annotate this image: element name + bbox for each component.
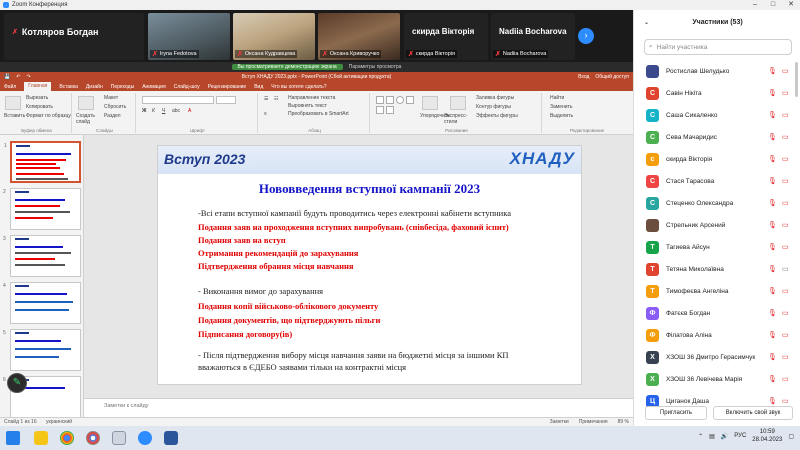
find-button[interactable]: Найти [550, 95, 565, 101]
reset-button[interactable]: Сбросить [104, 104, 127, 110]
group-label: Буфер обмена [21, 128, 52, 133]
mic-off-icon: 🎙 [768, 332, 777, 339]
participant-row[interactable] [634, 148, 794, 170]
group-label: Слайды [96, 128, 113, 133]
participant-name: Оксана Криворучко [329, 51, 380, 57]
camera-off-icon: ▭ [782, 112, 789, 119]
slide-text-line: Подання копії військово-облікового документу [198, 301, 379, 311]
participant-name: Фатєєв Богдан [666, 309, 711, 317]
camera-off-icon: ▭ [782, 354, 789, 361]
participant-name: Філатова Аліна [666, 331, 712, 339]
mic-off-icon: 🎙 [768, 310, 777, 317]
mic-off-icon: 🎙 [768, 376, 777, 383]
participant-name: Саша Сикаленко [666, 111, 718, 119]
notifications-icon[interactable]: ▢ [788, 433, 794, 440]
menu-transitions[interactable]: Переходы [110, 83, 135, 90]
language-indicator[interactable]: украинский [46, 419, 73, 425]
layout-button[interactable]: Макет [104, 95, 119, 101]
paragraph-group [260, 93, 370, 133]
camera-off-icon: ▭ [782, 178, 789, 185]
camera-icon: ▭ [782, 266, 789, 273]
participant-name: Стрельник Арсений [666, 221, 726, 229]
cut-button[interactable]: Вырезать [26, 95, 49, 101]
shape-outline-button[interactable]: Контур фигуры [476, 104, 511, 110]
mic-off-icon: ✗ [495, 51, 501, 58]
video-tile[interactable] [233, 13, 315, 60]
align-text-button[interactable]: Выровнять текст [288, 103, 327, 109]
slide-text-line: вважаються в ЄДЕБО заявами тільки на контрактні місця [198, 362, 407, 372]
font-size-select[interactable] [216, 96, 236, 104]
group-label: Абзац [308, 128, 321, 133]
drawing-group [372, 93, 542, 133]
mic-off-icon: ✗ [322, 51, 328, 58]
mic-off-icon: 🎙 [768, 398, 777, 405]
word-icon[interactable] [164, 431, 178, 445]
slide-text-line: Підписання договору(ів) [198, 329, 293, 339]
ppt-ribbon [0, 91, 633, 135]
view-options[interactable]: Параметры просмотра [348, 64, 402, 70]
camera-off-icon: ▭ [782, 134, 789, 141]
participant-row[interactable] [634, 192, 794, 214]
menu-design[interactable]: Дизайн [85, 83, 103, 90]
slide-thumbnail[interactable]: 2 [10, 188, 81, 230]
slide-thumbnail[interactable]: 6 [10, 376, 81, 417]
participants-panel [633, 10, 800, 426]
close-icon[interactable]: ✕ [788, 1, 794, 8]
camera-off-icon: ▭ [782, 222, 789, 229]
slide-thumbnail[interactable]: 5 [10, 329, 81, 371]
section-button[interactable]: Раздел [104, 113, 121, 119]
paste-icon[interactable] [5, 96, 21, 110]
mic-off-icon: 🎙 [768, 68, 777, 75]
participant-name: Тимофеєва Ангеліна [666, 287, 729, 295]
slide-text-line: Подання заяв на вступ [198, 235, 286, 245]
participant-name: Стася Тарасова [666, 177, 715, 185]
avatar [646, 65, 659, 78]
participants-title: Участники (53) [692, 18, 743, 26]
participant-row[interactable] [634, 104, 794, 126]
participant-name: ХЗОШ 36 Дмитро Герасимчук [666, 353, 756, 361]
mic-off-icon: 🎙 [768, 266, 777, 273]
slide-canvas [84, 135, 633, 398]
mic-off-icon: 🎙 [768, 156, 777, 163]
video-tile[interactable] [318, 13, 400, 60]
tray-expand-icon[interactable]: ⌃ [698, 433, 704, 440]
annotate-pen-icon[interactable]: ✎ [7, 373, 27, 393]
participant-name: ХЗОШ 36 Левічева Марія [666, 375, 743, 383]
avatar: Х [646, 373, 659, 386]
video-tile[interactable] [148, 13, 230, 60]
slide-text-line: Отримання рекомендацій до зарахування [198, 248, 359, 258]
participant-name: Ростислав Шелудько [666, 67, 730, 75]
mic-off-icon: 🎙 [768, 354, 777, 361]
network-icon[interactable]: ▤ [709, 433, 715, 440]
chevron-right-icon[interactable]: › [578, 28, 594, 44]
slide-text-line: - Після підтвердження вибору місця навчання заяви на бюджетні місця за іншими КП [198, 350, 509, 360]
participant-name: Савін Нікіта [666, 89, 702, 97]
replace-button[interactable]: Заменить [550, 104, 573, 110]
group-label: Шрифт [190, 128, 205, 133]
mic-off-icon: 🎙 [768, 200, 777, 207]
system-tray [698, 428, 794, 444]
window-controls [746, 0, 800, 10]
video-strip [0, 10, 633, 62]
unmute-button[interactable]: Включить свой звук [713, 406, 793, 420]
avatar: Т [646, 285, 659, 298]
shape-triangle-icon[interactable] [376, 106, 384, 114]
menu-slideshow[interactable]: Слайд-шоу [173, 83, 200, 90]
menu-insert[interactable]: Вставка [59, 83, 78, 90]
file-explorer-icon[interactable] [34, 431, 48, 445]
participant-name: Тетяна Миколаївна [666, 265, 724, 273]
camera-off-icon: ▭ [782, 398, 789, 405]
save-icon[interactable]: 💾 [4, 74, 11, 80]
avatar: с [646, 153, 659, 166]
avatar: Ц [646, 395, 659, 408]
shape-rect-icon[interactable] [386, 96, 394, 104]
ppt-title: Вступ ХНАДУ 2023.pptx - PowerPoint (Сбой активации продукта) [241, 74, 392, 80]
chrome-profile-icon[interactable] [86, 431, 100, 445]
avatar: С [646, 109, 659, 122]
tell-me-search[interactable]: Что вы хотите сделать? [271, 83, 327, 90]
avatar [646, 219, 659, 232]
participant-row[interactable] [634, 324, 794, 346]
editing-group [544, 93, 630, 133]
slide-text-line: -Всі етапи вступної кампанії будуть проводитись через електронні кабінети вступника [198, 208, 511, 218]
font-color-icon[interactable]: A [188, 108, 192, 114]
windows-start-icon[interactable] [6, 431, 20, 445]
paste-button[interactable]: Вставить [4, 113, 26, 119]
camera-off-icon: ▭ [782, 376, 789, 383]
app-icon[interactable] [112, 431, 126, 445]
camera-off-icon: ▭ [782, 244, 789, 251]
zoom-logo-icon [3, 2, 9, 8]
group-label: Редактирование [569, 128, 605, 133]
mic-off-icon: 🎙 [768, 134, 777, 141]
slide-title: Нововведення вступної кампанії 2023 [258, 181, 481, 196]
participant-row[interactable] [634, 236, 794, 258]
participant-name: Оксана Кудравцева [244, 51, 296, 57]
maximize-icon[interactable]: □ [770, 1, 776, 8]
participant-name: Тагиева Айсун [666, 243, 710, 251]
font-family-select[interactable] [142, 96, 214, 104]
avatar: С [646, 131, 659, 144]
format-painter-button[interactable]: Формат по образцу [26, 113, 71, 119]
menu-file[interactable]: Файл [4, 83, 17, 90]
participant-row[interactable] [634, 170, 794, 192]
volume-icon[interactable]: 🔊 [720, 433, 729, 440]
mic-off-icon: 🎙 [768, 222, 777, 229]
participants-footer [634, 406, 800, 426]
slide-text-line: Підтвердження обрання місця навчання [198, 261, 354, 271]
mic-off-icon: 🎙 [768, 288, 777, 295]
avatar: Т [646, 263, 659, 276]
participant-row[interactable] [634, 368, 794, 390]
current-slide[interactable] [157, 145, 582, 385]
participant-list-scrollbar[interactable] [795, 62, 798, 97]
avatar: С [646, 87, 659, 100]
ppt-statusbar [0, 417, 633, 426]
notes-pane[interactable]: Заметки к слайду [84, 398, 633, 417]
slides-group [74, 93, 136, 133]
ppt-titlebar [0, 72, 633, 82]
quick-styles-button[interactable]: Экспресс-стили [444, 113, 468, 125]
mic-off-icon: 🎙 [768, 244, 777, 251]
sign-in-link[interactable]: Вход [578, 74, 590, 80]
zoom-titlebar [0, 0, 800, 10]
slide-thumbnail[interactable]: 4 [10, 282, 81, 324]
undo-icon[interactable]: ↶ [16, 74, 21, 80]
menu-review[interactable]: Рецензирование [207, 83, 247, 90]
camera-off-icon: ▭ [782, 332, 789, 339]
slide-thumbnail[interactable]: 1 [10, 141, 81, 183]
font-group [138, 93, 258, 133]
camera-off-icon: ▭ [782, 288, 789, 295]
avatar: Т [646, 241, 659, 254]
zoom-level[interactable]: 89 % [617, 419, 629, 425]
minimize-icon[interactable]: – [753, 1, 757, 8]
menu-view[interactable]: Вид [254, 83, 264, 90]
participant-row[interactable] [634, 346, 794, 368]
zoom-taskbar-icon[interactable] [138, 431, 152, 445]
chevron-down-icon[interactable]: ⌄ [644, 19, 650, 26]
camera-off-icon: ▭ [782, 310, 789, 317]
new-slide-icon[interactable] [78, 96, 94, 110]
shape-line-icon[interactable] [376, 96, 384, 104]
text-direction-button[interactable]: Направление текста [288, 95, 336, 101]
mic-off-icon: 🎙 [768, 112, 777, 119]
notes-toggle[interactable]: Заметки [549, 419, 569, 425]
avatar: С [646, 175, 659, 188]
share-status-bar [0, 62, 633, 72]
video-tile[interactable] [404, 13, 488, 60]
italic-icon[interactable]: К [152, 108, 155, 114]
bold-icon[interactable]: Ж [142, 108, 147, 114]
participant-name: Циганок Даша [666, 397, 709, 405]
university-logo: ХНАДУ [509, 149, 575, 168]
slide-counter: Слайд 1 из 16 [4, 419, 37, 425]
avatar: Ф [646, 329, 659, 342]
participant-row[interactable] [634, 60, 794, 82]
share-status: Вы просматриваете демонстрацию экрана [232, 64, 343, 70]
mic-off-icon: ✗ [12, 29, 18, 36]
strikethrough-icon[interactable]: abc [172, 108, 181, 114]
clipboard-group [2, 93, 72, 133]
participant-name: скирда Вікторія [415, 51, 455, 57]
slide-text-line: Подання документів, що підтверджують пільги [198, 315, 381, 325]
participant-row[interactable] [634, 280, 794, 302]
camera-off-icon: ▭ [782, 68, 789, 75]
mic-off-icon: 🎙 [768, 90, 777, 97]
participant-row[interactable] [634, 214, 794, 236]
avatar: С [646, 197, 659, 210]
participant-name: Стеценко Олександра [666, 199, 734, 207]
slide-text-line: - Виконання вимог до зарахування [198, 286, 324, 296]
select-button[interactable]: Выделить [550, 113, 574, 119]
participant-name: скирда Вікторія [666, 155, 713, 163]
participant-row[interactable] [634, 126, 794, 148]
participant-name: Nadiia Bocharova [502, 51, 547, 57]
window-title: Zoom Конференция [12, 2, 68, 8]
participant-name: Сева Мачаридис [666, 133, 717, 141]
ppt-menu [0, 82, 633, 91]
quick-styles-icon[interactable] [450, 96, 466, 110]
windows-taskbar [0, 426, 800, 450]
participant-name: Котляров Богдан [21, 27, 99, 37]
invite-button[interactable]: Пригласить [645, 406, 707, 420]
menu-home[interactable]: Главная [24, 82, 51, 91]
participant-row[interactable] [634, 302, 794, 324]
redo-icon[interactable]: ↷ [26, 74, 31, 80]
shape-arrow-icon[interactable] [406, 96, 414, 104]
participant-name: Nadiia Bocharova [499, 27, 567, 36]
participant-row[interactable] [634, 258, 794, 280]
align-left-icon[interactable]: ≡ [264, 111, 267, 117]
avatar: Х [646, 351, 659, 364]
participant-name: скирда Вікторія [412, 27, 475, 36]
mic-off-icon: ✗ [408, 51, 414, 58]
chrome-icon[interactable] [60, 431, 74, 445]
slide-header [158, 146, 581, 174]
convert-smartart-button[interactable]: Преобразовать в SmartArt [288, 111, 349, 117]
shape-fill-button[interactable]: Заливка фигуры [476, 95, 515, 101]
camera-off-icon: ▭ [782, 200, 789, 207]
shape-star-icon[interactable] [386, 106, 394, 114]
powerpoint-window [0, 72, 633, 426]
participant-search[interactable]: ⌕ Найти участника [644, 39, 792, 55]
camera-off-icon: ▭ [782, 156, 789, 163]
share-button[interactable]: Общий доступ [595, 74, 629, 80]
clock[interactable]: 10:59 28.04.2023 [752, 429, 783, 443]
bullets-icon[interactable]: ☰ [264, 96, 269, 102]
numbering-icon[interactable]: ☷ [274, 96, 279, 102]
shape-effects-button[interactable]: Эффекты фигуры [476, 113, 518, 119]
video-tile[interactable] [491, 13, 575, 60]
video-tile[interactable] [4, 13, 144, 60]
menu-animations[interactable]: Анимация [142, 83, 166, 90]
underline-icon[interactable]: Ч [162, 108, 166, 114]
avatar: Ф [646, 307, 659, 320]
slide-badge: Вступ 2023 [164, 151, 246, 167]
participant-name: Iryna Fedotova [159, 51, 197, 57]
slide-thumbnail[interactable]: 3 [10, 235, 81, 277]
new-slide-button[interactable]: Создать слайд [76, 113, 96, 125]
keyboard-language[interactable]: РУС [734, 433, 747, 439]
mic-off-icon: ✗ [152, 51, 158, 58]
copy-button[interactable]: Копировать [26, 104, 53, 110]
arrange-icon[interactable] [422, 96, 438, 110]
group-label: Рисование [445, 128, 468, 133]
mic-off-icon: 🎙 [768, 178, 777, 185]
comments-toggle[interactable]: Примечания [578, 419, 608, 425]
shape-oval-icon[interactable] [396, 96, 404, 104]
search-icon: ⌕ [649, 43, 653, 50]
camera-off-icon: ▭ [782, 90, 789, 97]
arrange-button[interactable]: Упорядочить [420, 113, 450, 119]
slide-text-line: Подання заяв на проходження вступних випробувань (співбесіда, фаховий іспит) [198, 222, 509, 232]
mic-off-icon: ✗ [237, 51, 243, 58]
participant-row[interactable] [634, 82, 794, 104]
